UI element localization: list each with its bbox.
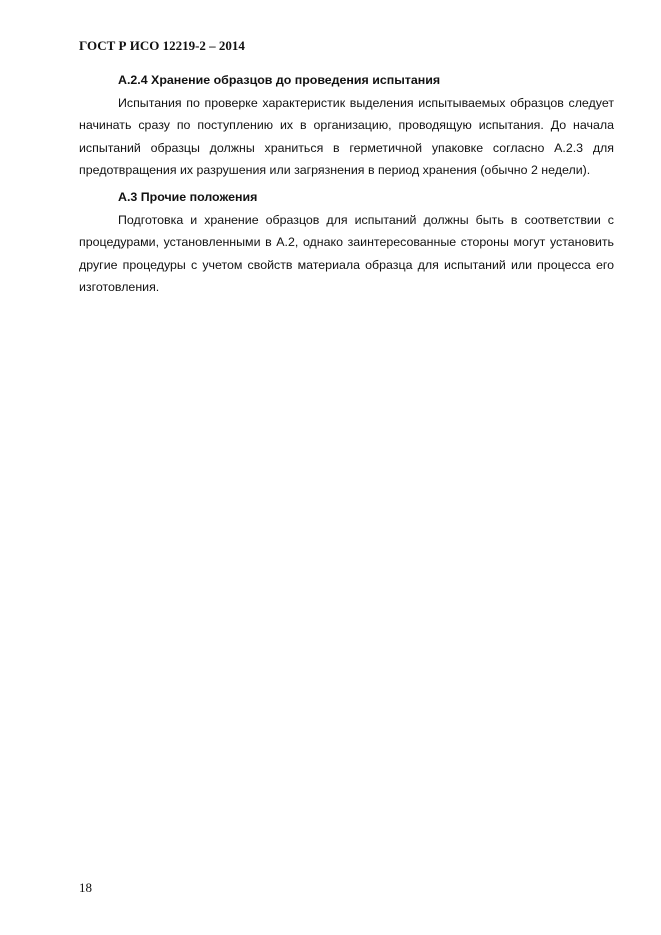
section-paragraph-a-3: Подготовка и хранение образцов для испытаний должны быть в соответствии с процедурами, установленными в А.2, однако заинтересованные стороны могут установить другие процедуры с учетом свойств материала образца для испытаний или процесса его изготовления. — [79, 212, 614, 295]
section-heading-a-2-4: А.2.4 Хранение образцов до проведения испытания — [118, 73, 441, 87]
page-number: 18 — [79, 880, 92, 895]
document-body — [79, 69, 614, 299]
section-paragraph-a-2-4: Испытания по проверке характеристик выделения испытываемых образцов следует начинать сразу по поступлению их в организацию, проводящую испытания. До начала испытаний образцы должны храниться в герметичной упаковке согласно А.2.3 для предотвращения их разрушения или загрязнения в период хранения (обычно 2 недели). — [79, 95, 614, 178]
section-heading-a-3: А.3 Прочие положения — [118, 189, 258, 204]
document-header: ГОСТ Р ИСО 12219-2 – 2014 — [79, 38, 245, 53]
